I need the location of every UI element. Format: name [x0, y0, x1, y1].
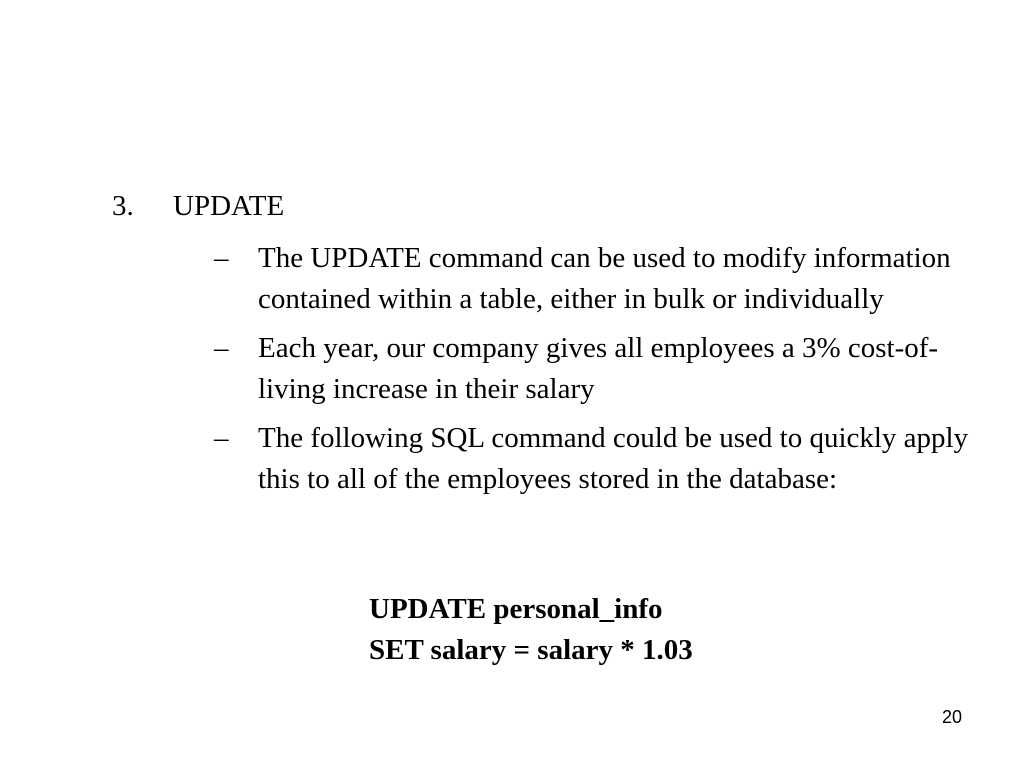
bullet-item	[214, 418, 974, 499]
bullet-text: The UPDATE command can be used to modify information contained within a table, either in bulk or individually	[258, 242, 951, 315]
dash-bullet-marker: –	[214, 242, 229, 274]
sql-code-line: UPDATE personal_info	[369, 593, 663, 625]
bullet-item	[214, 238, 974, 319]
bullet-list	[214, 238, 974, 508]
dash-bullet-marker: –	[214, 422, 229, 454]
bullet-item	[214, 328, 974, 409]
bullet-text: The following SQL command could be used to quickly apply this to all of the employees stored in the database:	[258, 422, 969, 495]
sql-code-block	[369, 589, 693, 671]
dash-bullet-marker: –	[214, 332, 229, 364]
slide-heading: UPDATE	[173, 190, 285, 222]
page-number: 20	[941, 707, 962, 727]
bullet-text: Each year, our company gives all employees a 3% cost-of-living increase in their salary	[258, 332, 939, 405]
sql-code-line: SET salary = salary * 1.03	[369, 634, 693, 666]
list-item-number: 3.	[112, 190, 134, 222]
